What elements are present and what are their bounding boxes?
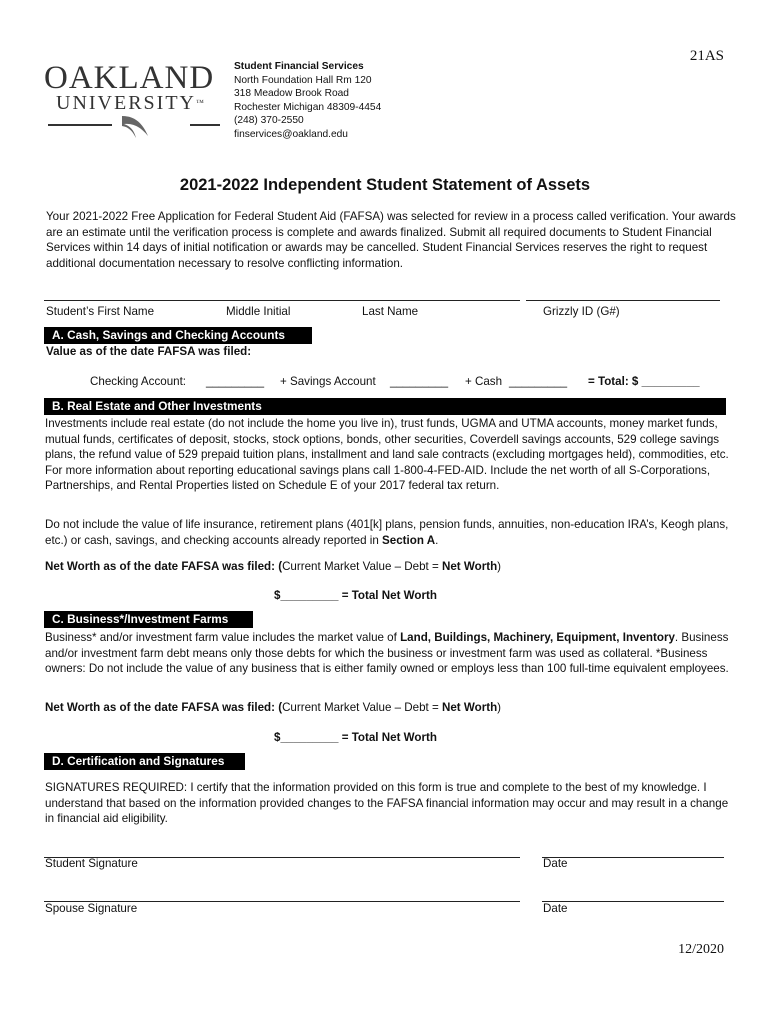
- intro-paragraph: Your 2021-2022 Free Application for Federal Student Aid (FAFSA) was selected for review in a process called verification. Your awards are an estimate until the verification process is complete and awards finalized. Submit all required documents to Student Financial Services within 14 days of initial notification or awards may be cancelled. Student Financial Services reserves the right to request additional documentation necessary to resolve conflicting information.: [46, 210, 736, 270]
- student-signature-label: Student Signature: [45, 857, 138, 870]
- section-c-total-net-worth[interactable]: $_________ = Total Net Worth: [274, 731, 437, 744]
- savings-account-field[interactable]: _________: [390, 375, 449, 388]
- revision-date: 12/2020: [678, 942, 724, 957]
- section-a-subhead: Value as of the date FAFSA was filed:: [46, 345, 252, 358]
- phone: (248) 370-2550: [234, 115, 304, 126]
- contact-block: [234, 60, 381, 141]
- first-name-label: Student’s First Name: [46, 305, 155, 318]
- email: finservices@oakland.edu: [234, 128, 348, 140]
- section-d-header: D. Certification and Signatures: [44, 753, 245, 770]
- address-line-3: Rochester Michigan 48309-4454: [234, 101, 382, 113]
- section-d-paragraph: SIGNATURES REQUIRED: I certify that the information provided on this form is true and complete to the best of my knowledge. I understand that based on the information provided changes to the FAFSA financial information may occur and may result in a change in financial aid eligibility.: [45, 781, 729, 825]
- logo-wordmark-line2: UNIVERSITY™: [56, 92, 206, 114]
- section-c-paragraph: Business* and/or investment farm value includes the market value of Land, Buildings, Machinery, Equipment, Inventory. Business and/or investment farm debt means only those debts for which the business or investment farm was used as collateral. *Business owners: Do not include the value of any business that is either family owned or employs less than 100 full-time equivalent employees.: [45, 631, 729, 675]
- section-a-total[interactable]: = Total: $ _________: [588, 375, 700, 388]
- page-title: 2021-2022 Independent Student Statement of Assets: [179, 176, 591, 194]
- address-line-1: North Foundation Hall Rm 120: [234, 74, 372, 86]
- student-date-line[interactable]: [542, 857, 724, 858]
- office-name: Student Financial Services: [234, 61, 364, 72]
- cash-label: + Cash: [465, 375, 503, 388]
- student-name-line[interactable]: [44, 300, 520, 301]
- middle-initial-label: Middle Initial: [226, 305, 291, 318]
- spouse-signature-label: Spouse Signature: [45, 902, 138, 915]
- section-b-paragraph-1: Investments include real estate (do not include the home you live in), trust funds, UGMA and UTMA accounts, money market funds, mutual funds, certificates of deposit, stocks, stock options, bonds, other securities, Coverdell savings accounts, 529 college savings plans, the refund value of 529 prepaid tuition plans, installment and land sale contracts (excluding mortgages held), commodities, etc. For more information about reporting educational savings plans call 1-800-4-FED-AID. Include the net worth of all S-Corporations, Partnerships, and Rental Properties listed on Schedule E of your 2017 federal tax return.: [45, 417, 729, 492]
- checking-account-field[interactable]: _________: [206, 375, 265, 388]
- savings-account-label: + Savings Account: [280, 375, 376, 388]
- section-b-paragraph-2: Do not include the value of life insurance, retirement plans (401[k] plans, pension funds, annuities, non-education IRA’s, Keogh plans, etc.) or cash, savings, and checking accounts already reported in Section A.: [45, 518, 729, 547]
- section-c-net-worth: Net Worth as of the date FAFSA was filed: (Current Market Value – Debt = Net Worth): [45, 701, 502, 714]
- spouse-date-line[interactable]: [542, 901, 724, 902]
- grizzly-id-label: Grizzly ID (G#): [543, 305, 620, 318]
- section-b-net-worth: Net Worth as of the date FAFSA was filed: (Current Market Value – Debt = Net Worth): [45, 560, 502, 573]
- section-c-header: C. Business*/Investment Farms: [44, 611, 253, 628]
- section-a-header: A. Cash, Savings and Checking Accounts: [44, 327, 312, 344]
- section-b-header: B. Real Estate and Other Investments: [44, 398, 726, 415]
- address-line-2: 318 Meadow Brook Road: [234, 88, 349, 99]
- logo-wordmark-line1: OAKLAND: [44, 60, 215, 96]
- last-name-label: Last Name: [362, 305, 419, 318]
- cash-field[interactable]: _________: [509, 375, 568, 388]
- spouse-date-label: Date: [543, 902, 568, 915]
- form-code: 21AS: [689, 48, 724, 64]
- checking-account-label: Checking Account:: [90, 375, 187, 388]
- student-date-label: Date: [543, 857, 568, 870]
- grizzly-id-line[interactable]: [526, 300, 720, 301]
- logo-rule-left: [48, 124, 112, 126]
- oakland-university-logo: [44, 62, 224, 142]
- logo-swoosh-icon: [120, 114, 150, 140]
- section-b-total-net-worth[interactable]: $_________ = Total Net Worth: [274, 589, 437, 602]
- logo-rule-right: [190, 124, 220, 126]
